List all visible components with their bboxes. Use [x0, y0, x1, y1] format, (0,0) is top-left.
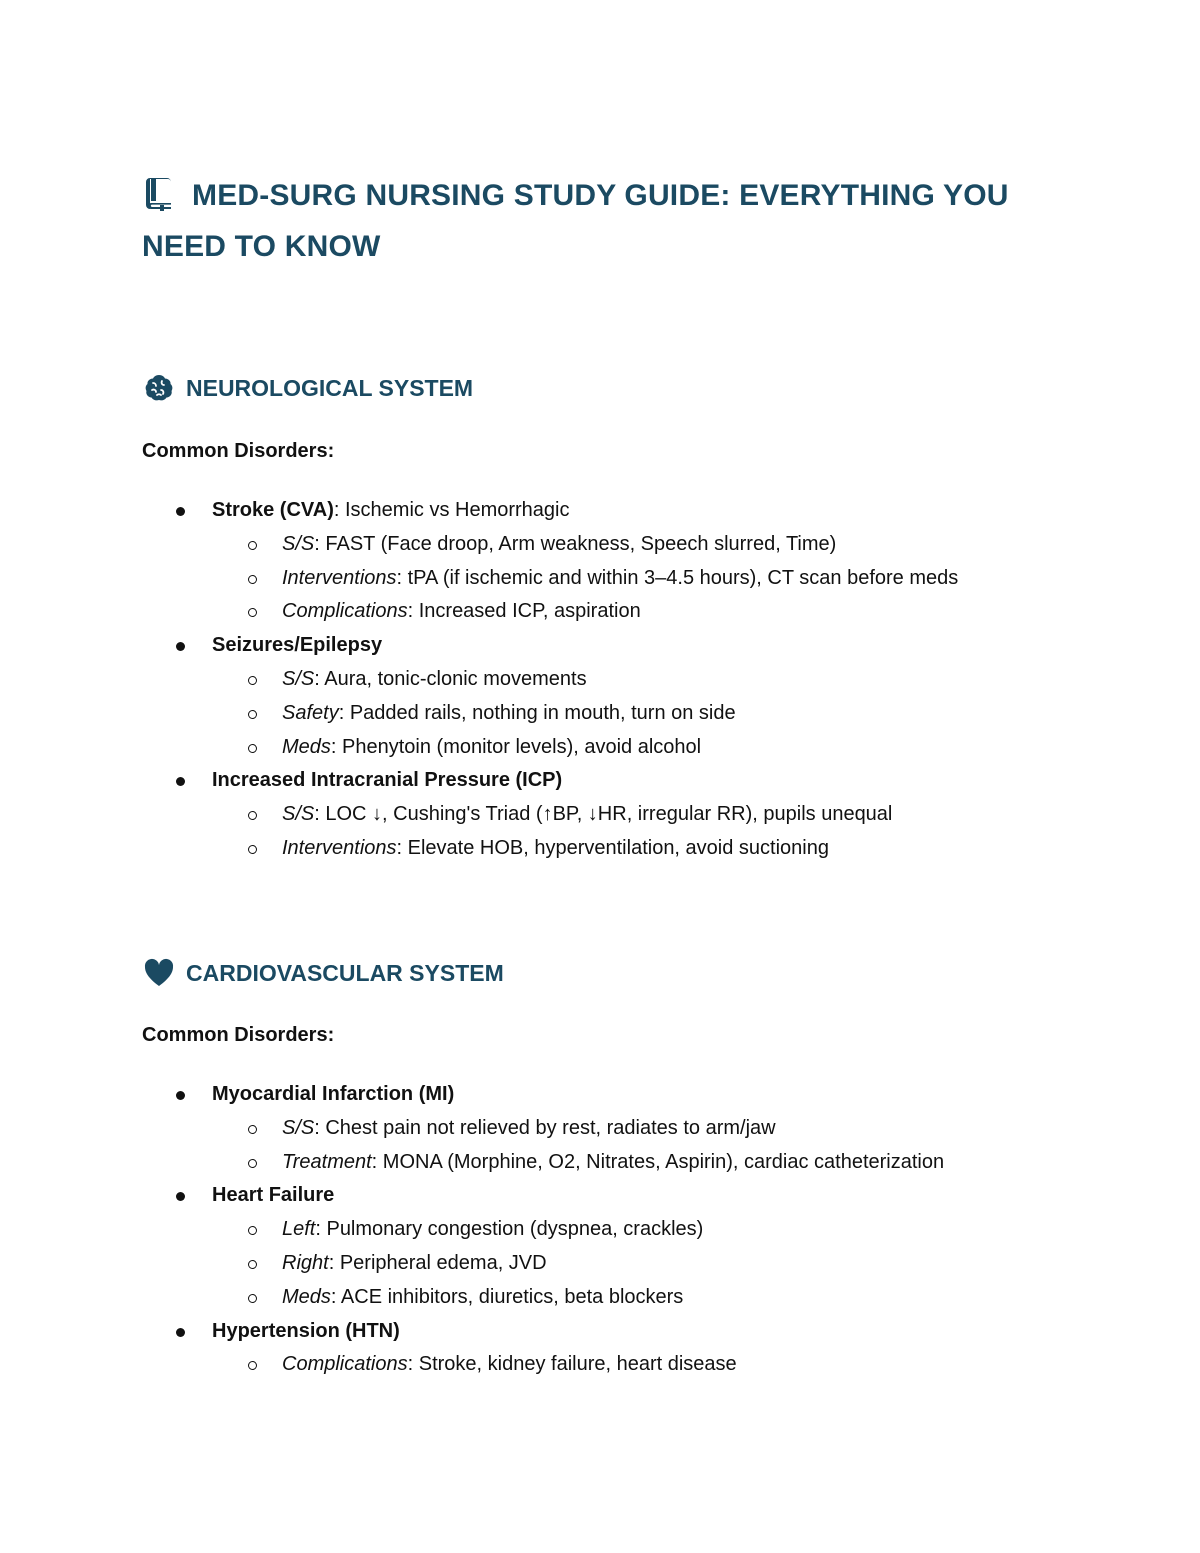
brain-icon	[142, 371, 176, 405]
sub-label: Right	[282, 1251, 329, 1274]
sub-text: : LOC ↓, Cushing's Triad (↑BP, ↓HR, irregular RR), pupils unequal	[314, 803, 893, 826]
section-heading-text: CARDIOVASCULAR SYSTEM	[186, 960, 504, 986]
sub-item	[282, 595, 958, 629]
book-icon	[142, 175, 178, 211]
sub-item	[282, 832, 958, 866]
sub-item	[282, 1213, 944, 1247]
sub-label: S/S	[282, 1116, 315, 1139]
sub-item	[282, 562, 958, 596]
sub-item	[282, 697, 958, 731]
sub-label: Complications	[282, 600, 408, 623]
sub-label: Interventions	[282, 836, 397, 859]
list-item	[0, 1179, 944, 1314]
sub-item	[282, 528, 958, 562]
page-title	[142, 170, 1042, 272]
item-name: Myocardial Infarction (MI)	[212, 1083, 455, 1105]
sub-text: : FAST (Face droop, Arm weakness, Speech slurred, Time)	[314, 532, 837, 555]
sub-item	[282, 1348, 944, 1382]
sub-item	[282, 1247, 944, 1281]
disorder-list-cardiovascular	[0, 1078, 944, 1382]
sub-text: : Pulmonary congestion (dyspnea, crackles)	[315, 1218, 704, 1241]
sub-text: : ACE inhibitors, diuretics, beta blockers	[330, 1285, 684, 1308]
sub-label: Interventions	[282, 566, 397, 589]
sub-text: : Peripheral edema, JVD	[328, 1251, 547, 1274]
sub-label: S/S	[282, 667, 315, 690]
heart-icon	[142, 956, 176, 990]
sub-item	[282, 1146, 944, 1180]
sub-text: : Aura, tonic-clonic movements	[314, 667, 587, 690]
item-name: Increased Intracranial Pressure (ICP)	[212, 769, 563, 792]
list-item	[0, 1078, 944, 1179]
subheading: Common Disorders:	[142, 440, 335, 462]
sub-label: Complications	[282, 1353, 408, 1376]
section-heading-cardiovascular	[142, 956, 504, 990]
sub-label: S/S	[282, 532, 315, 555]
sub-label: Meds	[282, 735, 331, 758]
sub-item	[282, 798, 958, 832]
list-item	[0, 494, 958, 629]
list-item	[0, 1315, 944, 1383]
sub-label: Safety	[282, 701, 339, 724]
list-item	[0, 629, 958, 764]
sub-text: : Increased ICP, aspiration	[407, 600, 641, 623]
sub-label: Treatment	[282, 1150, 372, 1173]
item-name: Heart Failure	[212, 1184, 335, 1207]
disorder-list-neurological	[0, 494, 958, 866]
title-text: MED-SURG NURSING STUDY GUIDE: EVERYTHING YOU NEED TO KNOW	[142, 179, 1009, 263]
list-item	[0, 764, 958, 865]
item-name: Hypertension (HTN)	[212, 1319, 400, 1342]
sub-item	[282, 1112, 944, 1146]
section-heading-text: NEUROLOGICAL SYSTEM	[186, 375, 474, 401]
sub-text: : Padded rails, nothing in mouth, turn on side	[338, 701, 736, 724]
sub-text: : Phenytoin (monitor levels), avoid alcohol	[330, 735, 702, 758]
item-name: Seizures/Epilepsy	[212, 634, 383, 657]
sub-label: Left	[282, 1218, 316, 1241]
sub-text: : Chest pain not relieved by rest, radiates to arm/jaw	[314, 1116, 776, 1139]
sub-label: Meds	[282, 1285, 331, 1308]
item-name: Stroke (CVA)	[212, 499, 334, 521]
sub-item	[282, 1281, 944, 1315]
subheading: Common Disorders:	[142, 1024, 335, 1046]
sub-item	[282, 731, 958, 765]
item-desc: : Ischemic vs Hemorrhagic	[333, 499, 570, 521]
sub-text: : Elevate HOB, hyperventilation, avoid suctioning	[396, 836, 829, 859]
sub-text: : tPA (if ischemic and within 3–4.5 hours), CT scan before meds	[396, 566, 959, 589]
sub-label: S/S	[282, 803, 315, 826]
sub-text: : MONA (Morphine, O2, Nitrates, Aspirin), cardiac catheterization	[371, 1150, 945, 1173]
sub-item	[282, 663, 958, 697]
sub-text: : Stroke, kidney failure, heart disease	[407, 1353, 737, 1376]
section-heading-neurological	[142, 371, 473, 405]
